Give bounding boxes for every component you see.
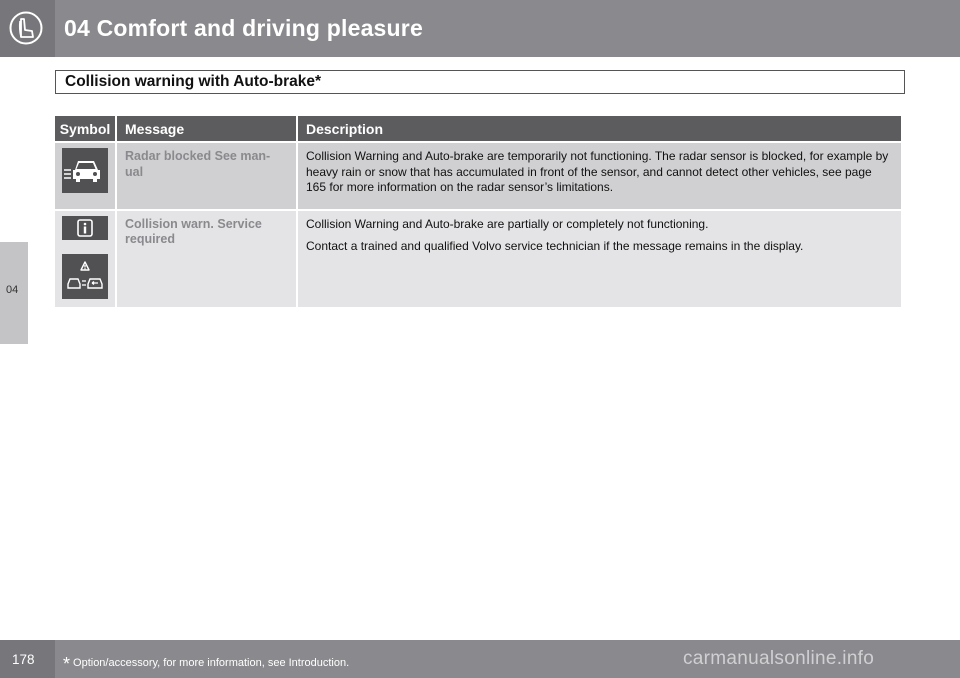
table-row (55, 141, 901, 209)
message-text: Collision warn. Service required (125, 216, 262, 246)
message-table (53, 116, 903, 307)
column-header-description: Description (298, 116, 901, 141)
info-icon (62, 216, 108, 240)
chapter-title: 04 Comfort and driving pleasure (64, 15, 423, 41)
description-cell (298, 209, 901, 307)
page-number-box (0, 640, 55, 678)
chapter-header (0, 0, 960, 57)
message-cell (117, 209, 296, 307)
chapter-side-tab (0, 242, 28, 344)
message-cell (117, 141, 296, 209)
symbol-cell (55, 209, 115, 307)
description-cell (298, 141, 901, 209)
column-header-symbol: Symbol (55, 116, 115, 141)
collision-warning-icon (62, 254, 108, 299)
section-title: Collision warning with Auto-brake* (65, 73, 322, 90)
description-text: Contact a trained and qualified Volvo service technician if the message remains in the display. (306, 239, 804, 253)
column-header-message: Message (117, 116, 296, 141)
watermark: carmanualsonline.info (683, 648, 875, 669)
seat-icon (9, 11, 43, 45)
symbol-cell (55, 141, 115, 209)
footnote (63, 654, 349, 675)
chapter-icon-box (0, 0, 55, 57)
footnote-star: * (63, 654, 71, 674)
description-text: Collision Warning and Auto-brake are temporarily not functioning. The radar sensor is blocked, for example by heavy rain or snow that has accumulated in front of the sensor, and cannot detect other vehicles, see page 165 for more information on the radar sensor’s limitations. (306, 149, 889, 194)
section-heading-box (55, 70, 905, 94)
footnote-text: Option/accessory, for more information, see Introduction. (73, 657, 350, 669)
table-row (55, 209, 901, 307)
side-tab-label: 04 (6, 284, 19, 296)
description-text: Collision Warning and Auto-brake are partially or completely not functioning. (306, 216, 709, 231)
page-number: 178 (12, 652, 35, 667)
table-header-row (55, 116, 901, 141)
message-text: Radar blocked See man-ual (125, 149, 271, 179)
radar-car-icon (62, 148, 108, 193)
